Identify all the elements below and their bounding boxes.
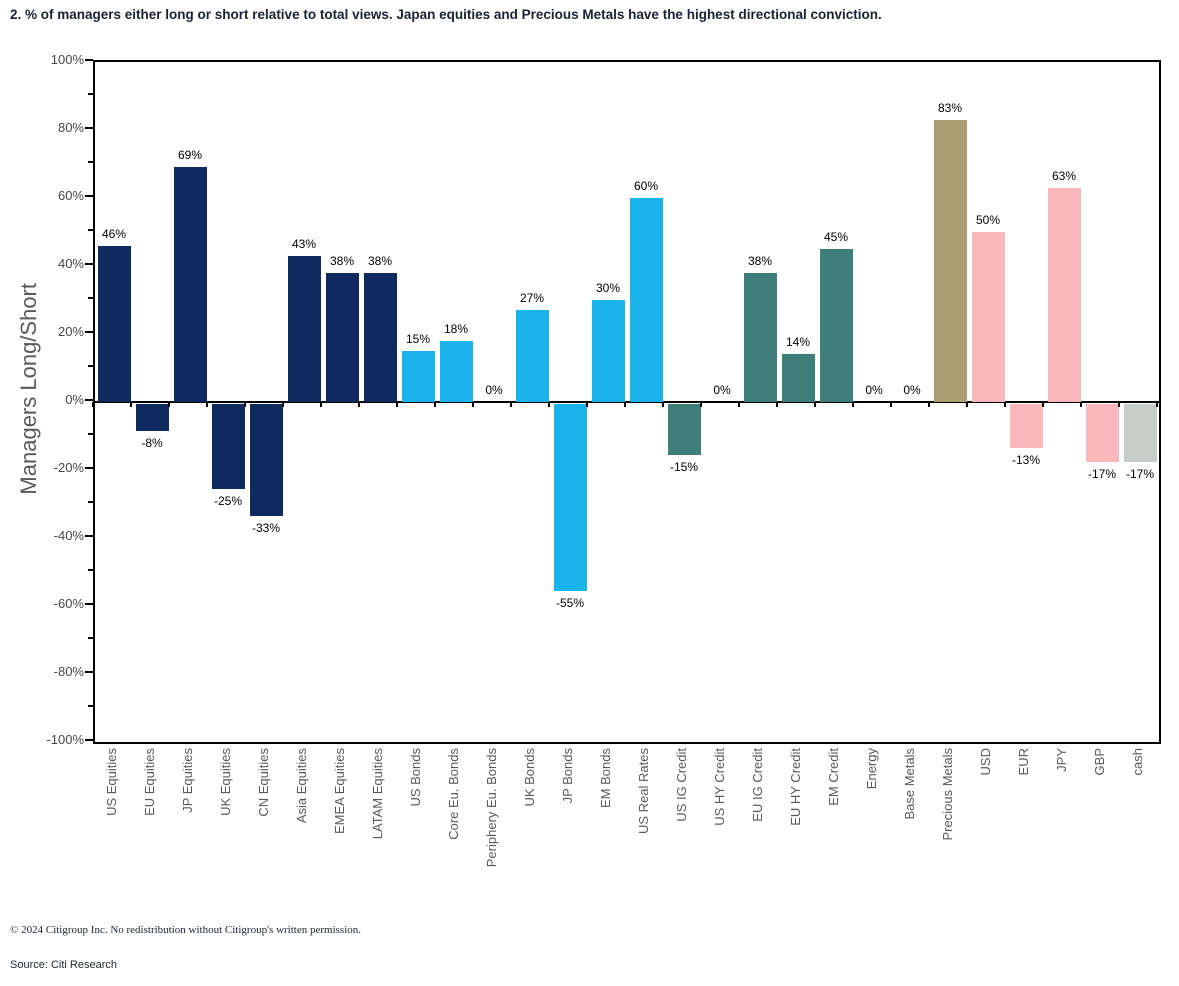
x-axis-label: GBP bbox=[1092, 748, 1107, 776]
bar-value-label: 38% bbox=[747, 253, 773, 268]
plot-area bbox=[93, 60, 1161, 744]
bar-value-label: 18% bbox=[443, 321, 469, 336]
x-axis-label: US Bonds bbox=[408, 748, 423, 807]
x-tick bbox=[206, 402, 208, 407]
x-tick bbox=[92, 402, 94, 407]
bar-jpy bbox=[1048, 188, 1081, 402]
bar-value-label: 60% bbox=[633, 179, 659, 193]
chart-title: 2. % of managers either long or short relative to total views. Japan equities and Precious Metals have the highest directional conviction. bbox=[10, 7, 882, 22]
copyright-text: © 2024 Citigroup Inc. No redistribution without Citigroup's written permission. bbox=[10, 924, 362, 936]
y-minor-tick bbox=[88, 433, 93, 435]
y-tick-label: -20% bbox=[53, 460, 84, 475]
bar-asia-equities bbox=[288, 256, 321, 402]
y-major-tick bbox=[85, 399, 93, 401]
bar-value-label: -15% bbox=[669, 460, 698, 474]
bar-usd bbox=[972, 232, 1005, 402]
x-axis-label: JPY bbox=[1054, 748, 1069, 772]
bar-value-label: 43% bbox=[291, 236, 317, 251]
x-tick bbox=[1042, 402, 1044, 407]
x-axis-label: JP Equities bbox=[180, 748, 195, 813]
x-tick bbox=[320, 402, 322, 407]
bar-em-credit bbox=[820, 249, 853, 402]
x-axis-label: UK Equities bbox=[218, 748, 233, 816]
bar-value-label: 63% bbox=[1051, 168, 1077, 183]
bar-jp-bonds bbox=[554, 404, 587, 591]
x-tick bbox=[358, 402, 360, 407]
x-axis-label: LATAM Equities bbox=[370, 748, 385, 840]
y-tick-label: 100% bbox=[50, 52, 84, 67]
bar-value-label: 38% bbox=[329, 253, 355, 268]
x-axis-label: USD bbox=[978, 748, 993, 776]
y-tick-label: -40% bbox=[53, 528, 84, 543]
x-tick bbox=[282, 402, 284, 407]
x-axis-label: Periphery Eu. Bonds bbox=[484, 748, 499, 868]
y-minor-tick bbox=[88, 297, 93, 299]
y-minor-tick bbox=[88, 161, 93, 163]
x-tick bbox=[130, 402, 132, 407]
y-tick-label: 80% bbox=[57, 120, 84, 135]
y-minor-tick bbox=[88, 365, 93, 367]
y-minor-tick bbox=[88, 705, 93, 707]
bar-value-label: -17% bbox=[1125, 466, 1154, 481]
x-tick bbox=[738, 402, 740, 407]
bar-value-label: -33% bbox=[251, 521, 280, 536]
bar-em-bonds bbox=[592, 300, 625, 402]
bar-us-real-rates bbox=[630, 198, 663, 402]
bar-uk-bonds bbox=[516, 310, 549, 402]
y-major-tick bbox=[85, 263, 93, 265]
x-axis-label: EM Bonds bbox=[598, 748, 613, 808]
bar-value-label: 0% bbox=[485, 383, 503, 397]
x-axis-label: CN Equities bbox=[256, 748, 271, 817]
x-tick bbox=[700, 402, 702, 407]
x-tick bbox=[472, 402, 474, 407]
y-major-tick bbox=[85, 603, 93, 605]
bar-value-label: 83% bbox=[937, 100, 963, 115]
bar-value-label: 0% bbox=[713, 383, 731, 397]
bar-cash bbox=[1124, 404, 1157, 462]
y-minor-tick bbox=[88, 229, 93, 231]
x-tick bbox=[814, 402, 816, 407]
y-tick-label: 40% bbox=[57, 256, 84, 271]
x-axis-label: Core Eu. Bonds bbox=[446, 748, 461, 840]
x-tick bbox=[928, 402, 930, 407]
x-tick bbox=[624, 402, 626, 407]
bar-us-ig-credit bbox=[668, 404, 701, 455]
bar-eu-equities bbox=[136, 404, 169, 431]
y-major-tick bbox=[85, 467, 93, 469]
x-tick bbox=[1156, 402, 1158, 407]
y-tick-label: -80% bbox=[53, 664, 84, 679]
y-tick-label: 60% bbox=[57, 188, 84, 203]
x-axis-label: EUR bbox=[1016, 748, 1031, 776]
bar-value-label: 15% bbox=[405, 332, 431, 346]
x-axis-label: US HY Credit bbox=[712, 748, 727, 826]
bar-value-label: 46% bbox=[101, 226, 127, 241]
y-major-tick bbox=[85, 671, 93, 673]
y-major-tick bbox=[85, 535, 93, 537]
x-tick bbox=[662, 402, 664, 407]
bar-us-bonds bbox=[402, 351, 435, 402]
bar-us-equities bbox=[98, 246, 131, 402]
y-minor-tick bbox=[88, 637, 93, 639]
x-axis-label: EU Equities bbox=[142, 748, 157, 816]
x-axis-label: EU IG Credit bbox=[750, 748, 765, 822]
x-axis-label: JP Bonds bbox=[560, 748, 575, 804]
x-tick bbox=[244, 402, 246, 407]
x-axis-label: Asia Equities bbox=[294, 748, 309, 824]
y-minor-tick bbox=[88, 501, 93, 503]
x-tick bbox=[396, 402, 398, 407]
x-axis-label: EM Credit bbox=[826, 748, 841, 806]
bar-precious-metals bbox=[934, 120, 967, 402]
bar-value-label: 0% bbox=[903, 383, 921, 397]
x-axis-label: Base Metals bbox=[902, 748, 917, 820]
bar-value-label: 14% bbox=[785, 335, 811, 350]
bar-value-label: -55% bbox=[555, 596, 584, 610]
x-axis-label: US Real Rates bbox=[636, 748, 651, 834]
bar-gbp bbox=[1086, 404, 1119, 462]
y-major-tick bbox=[85, 195, 93, 197]
x-tick bbox=[548, 402, 550, 407]
x-axis-label: cash bbox=[1130, 748, 1145, 776]
bar-value-label: 30% bbox=[595, 281, 621, 295]
y-major-tick bbox=[85, 331, 93, 333]
bar-eur bbox=[1010, 404, 1043, 448]
source-text: Source: Citi Research bbox=[10, 959, 117, 971]
x-axis-label: EU HY Credit bbox=[788, 748, 803, 826]
y-axis-title: Managers Long/Short bbox=[16, 283, 41, 495]
x-axis-label: Precious Metals bbox=[940, 748, 955, 841]
bar-value-label: 27% bbox=[519, 291, 545, 306]
bar-eu-hy-credit bbox=[782, 354, 815, 402]
bar-emea-equities bbox=[326, 273, 359, 402]
y-tick-label: -60% bbox=[53, 596, 84, 611]
x-axis-label: EMEA Equities bbox=[332, 748, 347, 834]
x-tick bbox=[1004, 402, 1006, 407]
bar-value-label: -13% bbox=[1011, 453, 1040, 468]
bar-value-label: -25% bbox=[213, 494, 242, 508]
y-major-tick bbox=[85, 127, 93, 129]
x-axis-label: US Equities bbox=[104, 748, 119, 816]
y-major-tick bbox=[85, 739, 93, 741]
bar-uk-equities bbox=[212, 404, 245, 489]
x-tick bbox=[434, 402, 436, 407]
x-tick bbox=[510, 402, 512, 407]
bar-cn-equities bbox=[250, 404, 283, 516]
bar-value-label: 50% bbox=[975, 213, 1001, 227]
bar-value-label: 38% bbox=[367, 253, 393, 268]
x-axis-label: US IG Credit bbox=[674, 748, 689, 822]
y-minor-tick bbox=[88, 93, 93, 95]
y-tick-label: -100% bbox=[46, 732, 84, 747]
bar-value-label: -17% bbox=[1087, 466, 1116, 481]
x-tick bbox=[776, 402, 778, 407]
x-axis-label: Energy bbox=[864, 748, 879, 790]
x-tick bbox=[1080, 402, 1082, 407]
y-minor-tick bbox=[88, 569, 93, 571]
bar-value-label: -8% bbox=[141, 436, 163, 451]
x-tick bbox=[586, 402, 588, 407]
y-tick-label: 20% bbox=[57, 324, 84, 339]
bar-value-label: 0% bbox=[865, 383, 883, 397]
x-tick bbox=[966, 402, 968, 407]
bar-jp-equities bbox=[174, 167, 207, 402]
bar-value-label: 69% bbox=[177, 148, 203, 163]
x-axis-label: UK Bonds bbox=[522, 748, 537, 807]
x-tick bbox=[168, 402, 170, 407]
x-tick bbox=[1118, 402, 1120, 407]
x-tick bbox=[852, 402, 854, 407]
x-tick bbox=[890, 402, 892, 407]
y-major-tick bbox=[85, 59, 93, 61]
y-tick-label: 0% bbox=[65, 392, 84, 407]
bar-value-label: 45% bbox=[823, 230, 849, 244]
